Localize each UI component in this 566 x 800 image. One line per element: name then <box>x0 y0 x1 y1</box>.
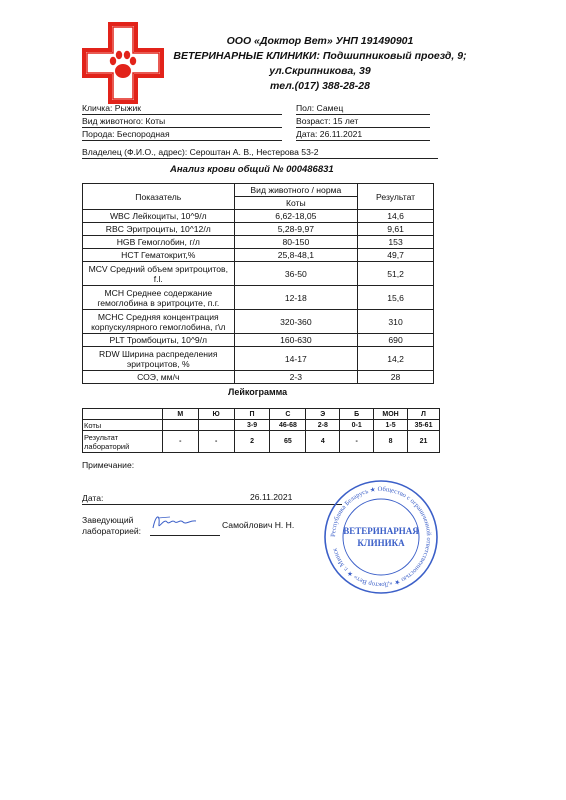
leuko-norm-value: 2-8 <box>306 420 340 431</box>
norm-value: 320-360 <box>234 310 358 334</box>
indicator-name: MCV Средний объем эритроцитов, f.l. <box>83 262 235 286</box>
leuko-header: Ю <box>198 409 234 420</box>
date-label: Дата: <box>82 493 342 505</box>
norm-value: 6,62-18,05 <box>234 210 358 223</box>
table-row <box>83 334 434 347</box>
clinic-stamp-icon <box>322 478 440 596</box>
patient-species: Вид животного: Коты <box>82 115 282 128</box>
leuko-result-value: 2 <box>234 431 270 453</box>
leuko-norm-value: 35-61 <box>408 420 440 431</box>
blood-analysis-table <box>82 183 434 384</box>
result-value: 51,2 <box>358 262 434 286</box>
norm-value: 160-630 <box>234 334 358 347</box>
leuko-norm-value: 1-5 <box>374 420 408 431</box>
patient-sex: Пол: Самец <box>296 102 430 115</box>
table-row <box>83 249 434 262</box>
leuko-result-label: Результат лабораторий <box>83 431 163 453</box>
head-label-line2: лабораторией: <box>82 526 142 536</box>
col-result-header: Результат <box>358 184 434 210</box>
col-indicator-header: Показатель <box>83 184 235 210</box>
leuko-result-value: - <box>162 431 198 453</box>
leuko-header: Б <box>340 409 374 420</box>
indicator-name: RDW Ширина распределения эритроцитов, % <box>83 347 235 371</box>
col-norm-species: Коты <box>234 197 358 210</box>
table-row <box>83 262 434 286</box>
clinic-addresses: ВЕТЕРИНАРНЫЕ КЛИНИКИ: Подшипниковый проезд, 9; <box>173 50 467 62</box>
result-value: 310 <box>358 310 434 334</box>
leuko-result-value: 8 <box>374 431 408 453</box>
table-row <box>83 223 434 236</box>
table-row <box>83 210 434 223</box>
result-value: 14,2 <box>358 347 434 371</box>
norm-value: 12-18 <box>234 286 358 310</box>
patient-breed: Порода: Беспородная <box>82 128 282 141</box>
norm-value: 80-150 <box>234 236 358 249</box>
leuko-corner <box>83 409 163 420</box>
leuko-norm-value: 3-9 <box>234 420 270 431</box>
analysis-date: Дата: 26.11.2021 <box>296 128 430 141</box>
clinic-address-2: ул.Скрипникова, 39 <box>269 65 371 77</box>
clinic-logo-icon <box>82 22 164 104</box>
leuko-norm-value: 46-68 <box>270 420 306 431</box>
leukogram-table <box>82 408 440 453</box>
leuko-result-value: - <box>198 431 234 453</box>
result-value: 15,6 <box>358 286 434 310</box>
signature-icon <box>150 510 200 534</box>
leuko-header: С <box>270 409 306 420</box>
leuko-header: П <box>234 409 270 420</box>
svg-text:Республика Беларусь ★ Общество <box>330 485 432 588</box>
patient-name: Кличка: Рыжик <box>82 102 282 115</box>
table-row <box>83 286 434 310</box>
result-value: 9,61 <box>358 223 434 236</box>
table-row <box>83 347 434 371</box>
result-value: 14,6 <box>358 210 434 223</box>
norm-value: 25,8-48,1 <box>234 249 358 262</box>
leuko-result-value: 21 <box>408 431 440 453</box>
leuko-header: М <box>162 409 198 420</box>
table-row <box>83 236 434 249</box>
indicator-name: MCH Среднее содержание гемоглобина в эритроците, п.г. <box>83 286 235 310</box>
leuko-result-value: - <box>340 431 374 453</box>
leuko-result-row <box>83 431 440 453</box>
norm-value: 14-17 <box>234 347 358 371</box>
leuko-result-value: 4 <box>306 431 340 453</box>
indicator-name: RBC Эритроциты, 10^12/л <box>83 223 235 236</box>
indicator-name: WBC Лейкоциты, 10^9/л <box>83 210 235 223</box>
norm-value: 2-3 <box>234 371 358 384</box>
clinic-phone: тел.(017) 388-28-28 <box>270 80 370 92</box>
leuko-norm-value <box>162 420 198 431</box>
leuko-result-value: 65 <box>270 431 306 453</box>
indicator-name: СОЭ, мм/ч <box>83 371 235 384</box>
result-value: 49,7 <box>358 249 434 262</box>
note-label: Примечание: <box>82 460 135 470</box>
norm-value: 5,28-9,97 <box>234 223 358 236</box>
stamp-center-line2: КЛИНИКА <box>357 538 405 548</box>
leuko-header: Л <box>408 409 440 420</box>
leuko-norm-row <box>83 420 440 431</box>
owner-info: Владелец (Ф.И.О., адрес): Сероштан А. В., Нестерова 53-2 <box>82 146 438 159</box>
leuko-norm-label: Коты <box>83 420 163 431</box>
stamp-center-line1: ВЕТЕРИНАРНАЯ <box>343 526 419 536</box>
leuko-header: МОН <box>374 409 408 420</box>
indicator-name: HGB Гемоглобин, г/л <box>83 236 235 249</box>
leuko-norm-value: 0-1 <box>340 420 374 431</box>
result-value: 28 <box>358 371 434 384</box>
indicator-name: PLT Тромбоциты, 10^9/л <box>83 334 235 347</box>
leukogram-title: Лейкограмма <box>228 387 288 397</box>
leuko-norm-value <box>198 420 234 431</box>
result-value: 690 <box>358 334 434 347</box>
analysis-title: Анализ крови общий № 000486831 <box>170 164 334 175</box>
result-value: 153 <box>358 236 434 249</box>
stamp-ring-text: Республика Беларусь ★ Общество с ограниченной ответственностью ★ «Доктор Вет» ★ г. Минск <box>329 485 433 589</box>
indicator-name: MCHC Средняя концентрация корпускулярного гемоглобина, г\л <box>83 310 235 334</box>
head-name: Самойлович Н. Н. <box>222 520 295 530</box>
signature-line <box>150 535 220 536</box>
head-label-line1: Заведующий <box>82 515 134 525</box>
table-row <box>83 310 434 334</box>
table-row <box>83 371 434 384</box>
date-value: 26.11.2021 <box>250 492 293 502</box>
col-norm-header: Вид животного / норма <box>234 184 358 197</box>
clinic-name: ООО «Доктор Вет» УНП 191490901 <box>226 35 414 47</box>
indicator-name: HCT Гематокрит,% <box>83 249 235 262</box>
leuko-header: Э <box>306 409 340 420</box>
norm-value: 36-50 <box>234 262 358 286</box>
patient-age: Возраст: 15 лет <box>296 115 430 128</box>
